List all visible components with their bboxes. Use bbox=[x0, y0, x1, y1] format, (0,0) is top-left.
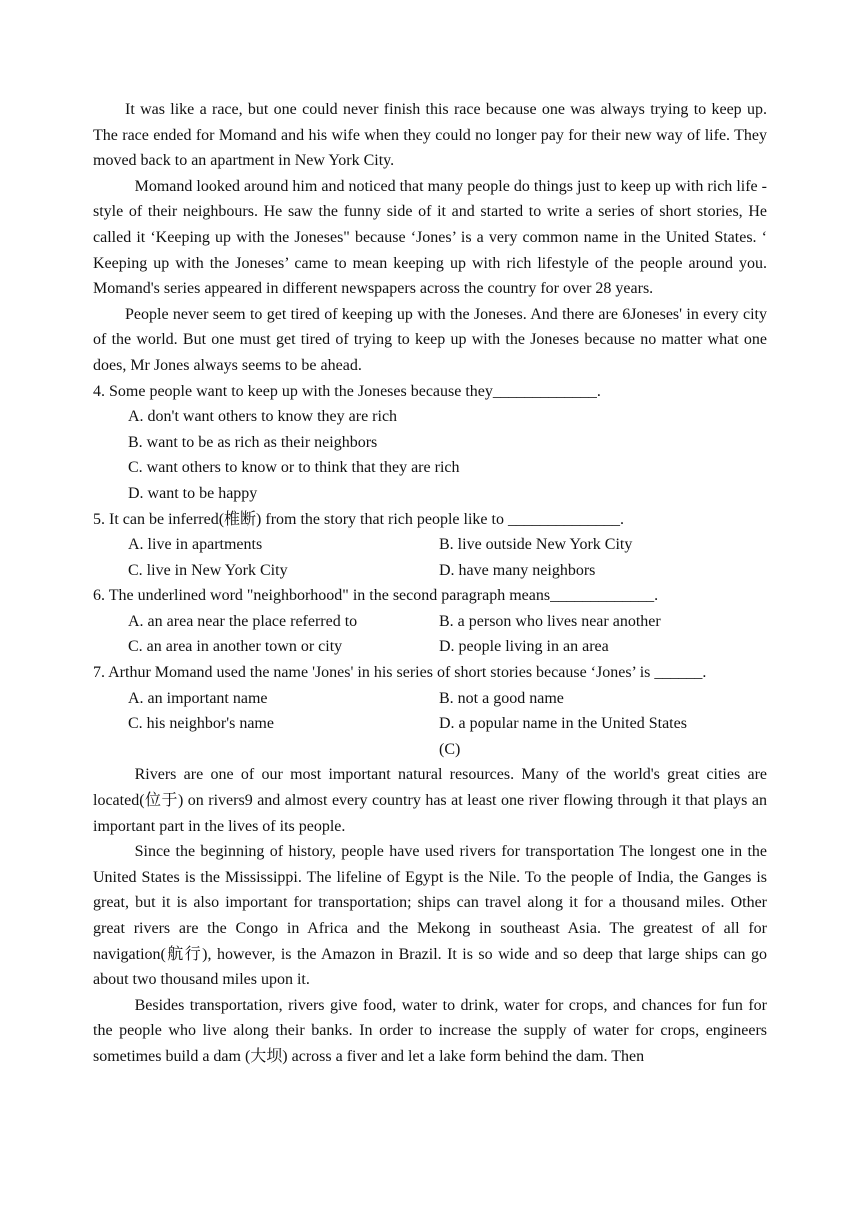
passage-b-paragraph-2: Momand looked around him and noticed that many people do things just to keep up with rich life - style of their neighbours. He saw the funny side of it and started to write a series of short stories, He called it ‘Keeping up with the Joneses" because ‘Jones’ is a very common name in the United States. ‘ Keeping up with the Joneses’ came to mean keeping up with rich lifestyle of the people around you. Momand's series appeared in different newspapers across the country for over 28 years. bbox=[93, 177, 767, 298]
question-6-option-a: A. an area near the place referred to bbox=[128, 612, 358, 630]
question-6-option-b: B. a person who lives near another bbox=[439, 612, 661, 630]
passage-b-paragraph-3: People never seem to get tired of keeping up with the Joneses. And there are 6Joneses' in every city of the world. But one must get tired of trying to keep up with the Joneses because no matter what one does, Mr Jones always seems to be ahead. bbox=[93, 305, 767, 374]
question-5-stem: 5. It can be inferred(椎断) from the story that rich people like to ______________. bbox=[93, 510, 624, 528]
question-4-option-b: B. want to be as rich as their neighbors bbox=[128, 433, 378, 451]
question-7-option-c: C. his neighbor's name bbox=[128, 715, 274, 733]
question-4-option-a: A. don't want others to know they are rich bbox=[128, 408, 398, 426]
passage-c-paragraph-2: Since the beginning of history, people have used rivers for transportation The longest one in the United States is the Mississippi. The lifeline of Egypt is the Nile. To the people of India, the Ganges is great, but it is also important for transportation; ships can travel along it for a thousand miles. Other great rivers are the Congo in Africa and the Mekong in southeast Asia. The greatest of all for navigation(航行), however, is the Amazon in Brazil. It is so wide and so deep that large ships can go about two thousand miles upon it. bbox=[93, 843, 767, 989]
question-4 bbox=[93, 379, 767, 507]
question-6 bbox=[93, 583, 767, 660]
question-6-option-d: D. people living in an area bbox=[439, 638, 609, 656]
question-6-stem: 6. The underlined word "neighborhood" in the second paragraph means_____________. bbox=[93, 587, 659, 605]
question-7-option-d: D. a popular name in the United States bbox=[439, 715, 687, 733]
question-6-option-c: C. an area in another town or city bbox=[128, 638, 343, 656]
question-4-option-c: C. want others to know or to think that they are rich bbox=[128, 459, 460, 477]
question-7-option-b: B. not a good name bbox=[439, 689, 564, 707]
question-5-option-a: A. live in apartments bbox=[128, 536, 263, 554]
question-5-option-b: B. live outside New York City bbox=[439, 536, 633, 554]
passage-c-paragraph-3: Besides transportation, rivers give food, water to drink, water for crops, and chances for fun for the people who live along their banks. In order to increase the supply of water for crops, engineers sometimes build a dam (大坝) across a fiver and let a lake form behind the dam. Then bbox=[93, 996, 767, 1065]
section-c-label: (C) bbox=[439, 740, 461, 758]
question-7-stem: 7. Arthur Momand used the name 'Jones' in his series of short stories because ‘Jones’ is ______. bbox=[93, 664, 707, 682]
question-5-option-d: D. have many neighbors bbox=[439, 561, 596, 579]
question-4-stem: 4. Some people want to keep up with the Joneses because they_____________. bbox=[93, 382, 601, 400]
question-7-option-a: A. an important name bbox=[128, 689, 268, 707]
passage-c-paragraph-1: Rivers are one of our most important natural resources. Many of the world's great cities are located(位于) on rivers9 and almost every country has at least one river flowing through it that plays an important part in the lives of its people. bbox=[93, 766, 767, 835]
question-4-option-d: D. want to be happy bbox=[128, 484, 258, 502]
document-page bbox=[93, 97, 767, 1070]
passage-b-paragraph-1: It was like a race, but one could never finish this race because one was always trying to keep up. The race ended for Momand and his wife when they could no longer pay for their new way of life. They moved back to an apartment in New York City. bbox=[93, 101, 767, 170]
question-5 bbox=[93, 507, 767, 584]
question-7 bbox=[93, 660, 767, 737]
question-5-option-c: C. live in New York City bbox=[128, 561, 288, 579]
